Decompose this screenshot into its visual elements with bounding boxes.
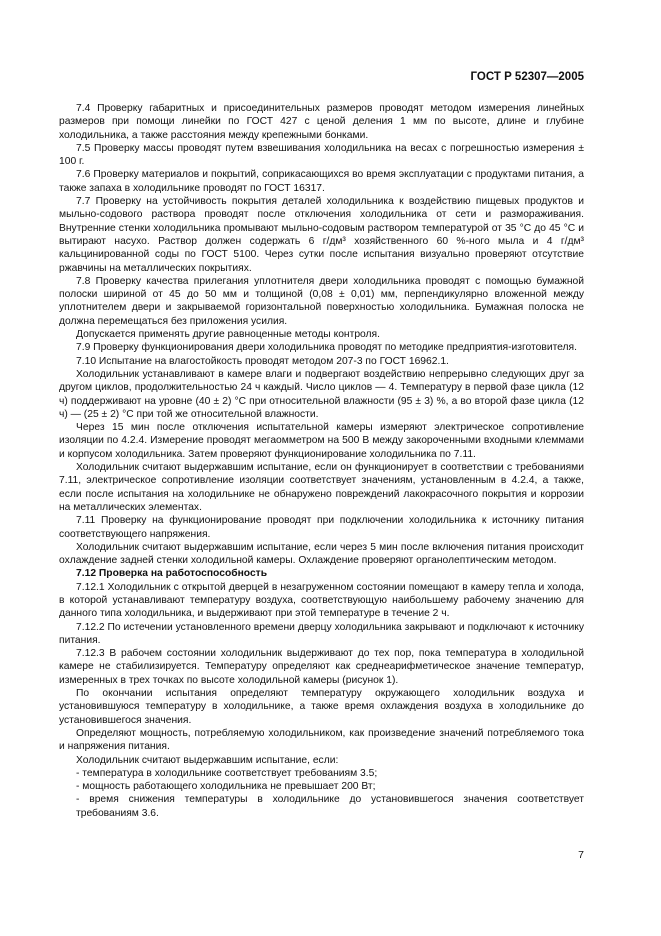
document-id-header: ГОСТ Р 52307—2005 (470, 71, 584, 83)
paragraph: Холодильник считают выдержавшим испытание, если он функционирует в соответствии с требованиями 7.11, электрическое сопротивление изоляции соответствует значениям, установленным в 4.2.4, а также, если после испытания на холодильнике не обнаружено повреждений лакокрасочного покрытия и коррозии на металлических элементах. (59, 462, 584, 513)
section-heading: 7.12 Проверка на работоспособность (76, 568, 268, 580)
paragraph: Холодильник устанавливают в камере влаги и подвергают воздействию непрерывно следующих друг за другом циклов, продолжительностью 24 ч каждый. Число циклов — 4. Температуру в первой фазе цикла (12 ч) поддерживают на уровне (40 ± 2) °С при относительной влажности (95 ± 3) %, а во второй фазе цикла (12 ч) — (25 ± 2) °С при той же относительной влажности. (59, 368, 584, 420)
paragraph: Через 15 мин после отключения испытательной камеры измеряют электрическое сопротивление изоляции по 4.2.4. Измерение проводят мегаомметром на 500 В между закороченными входными клеммами и корпусом холодильника. Затем проверяют функционирование холодильника по 7.11. (59, 422, 584, 460)
paragraph: 7.12.2 По истечении установленного времени дверцу холодильника закрывают и подключают к источнику питания. (59, 621, 584, 646)
paragraph: Холодильник считают выдержавшим испытание, если: (76, 754, 339, 766)
page-number: 7 (578, 849, 584, 861)
paragraph: 7.11 Проверку на функционирование проводят при подключении холодильника к источнику питания соответствующего напряжения. (59, 515, 584, 540)
paragraph: 7.9 Проверку функционирования двери холодильника проводят по методике предприятия-изготовителя. (76, 342, 577, 354)
paragraph: Определяют мощность, потребляемую холодильником, как произведение значений потребляемого тока и напряжения питания. (59, 727, 584, 753)
paragraph: 7.8 Проверку качества прилегания уплотнителя двери холодильника проводят с помощью бумажной полоски шириной от 45 до 50 мм и толщиной (0,08 ± 0,01) мм, перпендикулярно вложенной между уплотнителем двери и закрываемой горизонтальной поверхностью холодильника. Бумажная полоска не должна перемещаться без приложения усилия. (59, 275, 584, 327)
paragraph: 7.6 Проверку материалов и покрытий, соприкасающихся во время эксплуатации с продуктами питания, а также запаха в холодильнике проводят по ГОСТ 16317. (59, 169, 584, 194)
paragraph: 7.10 Испытание на влагостойкость проводят методом 207-3 по ГОСТ 16962.1. (76, 355, 449, 367)
list-item: - температура в холодильнике соответствует требованиям 3.5; (76, 767, 378, 779)
paragraph: Допускается применять другие равноценные методы контроля. (76, 329, 380, 341)
paragraph: 7.12.3 В рабочем состоянии холодильник выдерживают до тех пор, пока температура в холодильной камере не стабилизируется. Температуру определяют как среднеарифметическое значение температур, измеренных в трех точках по высоте холодильной камеры (рисунок 1). (59, 648, 584, 686)
paragraph: По окончании испытания определяют температуру окружающего холодильник воздуха и установившуюся температуру в холодильнике, а также время охлаждения воздуха в холодильнике до установившегося значения. (59, 688, 584, 726)
body-text (59, 102, 584, 820)
paragraph: 7.5 Проверку массы проводят путем взвешивания холодильника на весах с погрешностью измерения ± 100 г. (59, 142, 584, 168)
list-item: - время снижения температуры в холодильнике до установившегося значения соответствует требованиям 3.6. (76, 794, 584, 819)
paragraph: 7.7 Проверку на устойчивость покрытия деталей холодильника к воздействию пищевых продуктов и мыльно-содового раствора проводят после отключения холодильника от сети и размораживания. Внутренние стенки холодильника промывают мыльно-содовым раствором температурой от 35 °С до 45 °С и вытирают насухо. Раствор должен содержать 6 г/дм³ хозяйственного 60 %-ного мыла и 4 г/дм³ кальцинированной соды по ГОСТ 5100. Через сутки после испытания визуально проверяют отсутствие ржавчины на металлических покрытиях. (59, 196, 584, 274)
paragraph: 7.4 Проверку габаритных и присоединительных размеров проводят методом измерения линейных размеров при помощи линейки по ГОСТ 427 с ценой деления 1 мм по высоте, длине и глубине холодильника, а также расстояния между крепежными бонками. (59, 103, 584, 141)
paragraph: Холодильник считают выдержавшим испытание, если через 5 мин после включения питания происходит охлаждение задней стенки холодильной камеры. Охлаждение проверяют органолептическим методом. (59, 541, 584, 567)
paragraph: 7.12.1 Холодильник с открытой дверцей в незагруженном состоянии помещают в камеру тепла и холода, в которой устанавливают температуру воздуха, соответствующую наибольшему рабочему значению для данного типа холодильника, и выдерживают при этой температуре в течение 2 ч. (59, 581, 584, 620)
list-item: - мощность работающего холодильника не превышает 200 Вт; (76, 781, 376, 793)
